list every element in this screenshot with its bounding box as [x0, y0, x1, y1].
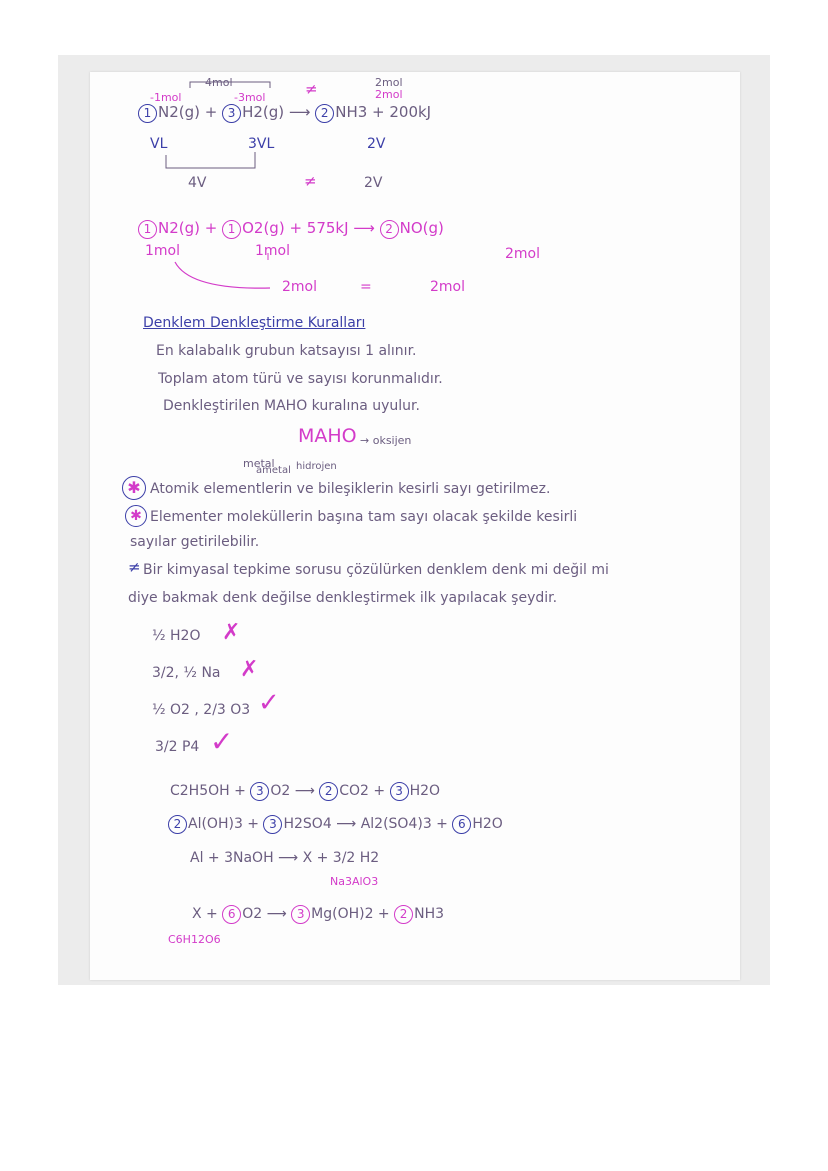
not-equal-sign: ≠	[305, 80, 318, 98]
coefficient-circle: 1	[138, 104, 157, 123]
note-2: Elementer moleküllerin başına tam sayı olacak şekilde kesirli	[150, 509, 578, 525]
mol-equals: =	[360, 279, 372, 295]
reaction1-equation: 1 N2(g) + 3 H2(g) ⟶ 2 NH3 + 200kJ	[138, 104, 431, 123]
label-n2-mol: -1mol	[150, 91, 182, 104]
vol-total: 4V	[188, 175, 207, 191]
coefficient-circle: 3	[390, 782, 409, 801]
bracket-volume	[166, 152, 255, 168]
note-2-cont: sayılar getirilebilir.	[130, 534, 260, 550]
coefficient-circle: 3	[263, 815, 282, 834]
not-equal-bullet-icon: ≠	[128, 558, 141, 576]
vol-h2: 3VL	[248, 136, 275, 152]
x-answer: C6H12O6	[168, 933, 221, 946]
coefficient-circle: 3	[222, 104, 241, 123]
label-nh3-mol: 2mol	[375, 76, 403, 89]
vol-right: 2V	[364, 175, 383, 191]
maho-label: MAHO	[298, 425, 357, 447]
example-text: 3/2, ½ Na	[152, 665, 221, 681]
coefficient-circle: 3	[250, 782, 269, 801]
equation-x-oxygen: X + 6 O2 ⟶ 3 Mg(OH)2 + 2 NH3	[192, 906, 445, 922]
note-3-cont: diye bakmak denk değilse denkleştirmek ilk yapılacak şeydir.	[128, 590, 558, 606]
reaction2-equation: 1 N2(g) + 1 O2(g) + 575kJ ⟶ 2 NO(g)	[138, 220, 444, 239]
example-text: ½ H2O	[152, 628, 201, 644]
rule-item: En kalabalık grubun katsayısı 1 alınır.	[156, 343, 417, 359]
coefficient-circle: 6	[452, 815, 471, 834]
note-3: Bir kimyasal tepkime sorusu çözülürken denklem denk mi değil mi	[143, 562, 609, 578]
equation-aluminium-naoh: Al + 3NaOH ⟶ X + 3/2 H2	[190, 850, 380, 866]
check-icon: ✓	[210, 725, 234, 758]
asterisk-icon: ✱	[125, 505, 147, 527]
curve-mol-sum	[175, 262, 270, 288]
maho-nonmetal: ametal	[256, 465, 291, 476]
coefficient-circle: 1	[138, 220, 157, 239]
coefficient-circle: 2	[394, 905, 413, 924]
label-total-mol: 4mol	[205, 76, 233, 89]
check-icon: ✓	[258, 688, 280, 718]
note-1: Atomik elementlerin ve bileşiklerin kesirli sayı getirilmez.	[150, 481, 551, 497]
coefficient-circle: 3	[291, 905, 310, 924]
mol-n2: 1mol	[145, 243, 180, 259]
maho-hydrogen: hidrojen	[296, 461, 337, 472]
label-h2-mol: -3mol	[234, 91, 266, 104]
maho-oxygen: → oksijen	[360, 434, 412, 447]
vol-not-equal: ≠	[304, 172, 317, 190]
equation-ethanol: C2H5OH + 3 O2 ⟶ 2 CO2 + 3 H2O	[170, 783, 441, 799]
coefficient-circle: 2	[380, 220, 399, 239]
mol-sum-left: 2mol	[282, 279, 317, 295]
example-text: ½ O2 , 2/3 O3	[152, 702, 251, 718]
rules-heading: Denklem Denkleştirme Kuralları	[143, 315, 366, 331]
equation-aluminium-hydroxide: 2 Al(OH)3 + 3 H2SO4 ⟶ Al2(SO4)3 + 6 H2O	[168, 815, 503, 834]
label-nh3-mol-pink: 2mol	[375, 88, 403, 101]
x-answer: Na3AlO3	[330, 875, 379, 888]
coefficient-circle: 2	[168, 815, 187, 834]
cross-icon: ✗	[222, 620, 241, 645]
asterisk-icon: ✱	[122, 476, 146, 500]
vol-nh3: 2V	[367, 136, 386, 152]
mol-o2: 1mol	[255, 243, 290, 259]
coefficient-circle: 2	[319, 782, 338, 801]
cross-icon: ✗	[240, 657, 259, 682]
vol-n2: VL	[150, 136, 168, 152]
rule-item: Toplam atom türü ve sayısı korunmalıdır.	[158, 371, 443, 387]
mol-no: 2mol	[505, 246, 540, 262]
coefficient-circle: 1	[222, 220, 241, 239]
maho-metal: metal	[243, 457, 275, 470]
example-text: 3/2 P4	[155, 739, 200, 755]
rule-item: Denkleştirilen MAHO kuralına uyulur.	[163, 398, 420, 414]
coefficient-circle: 6	[222, 905, 241, 924]
coefficient-circle: 2	[315, 104, 334, 123]
mol-sum-right: 2mol	[430, 279, 465, 295]
